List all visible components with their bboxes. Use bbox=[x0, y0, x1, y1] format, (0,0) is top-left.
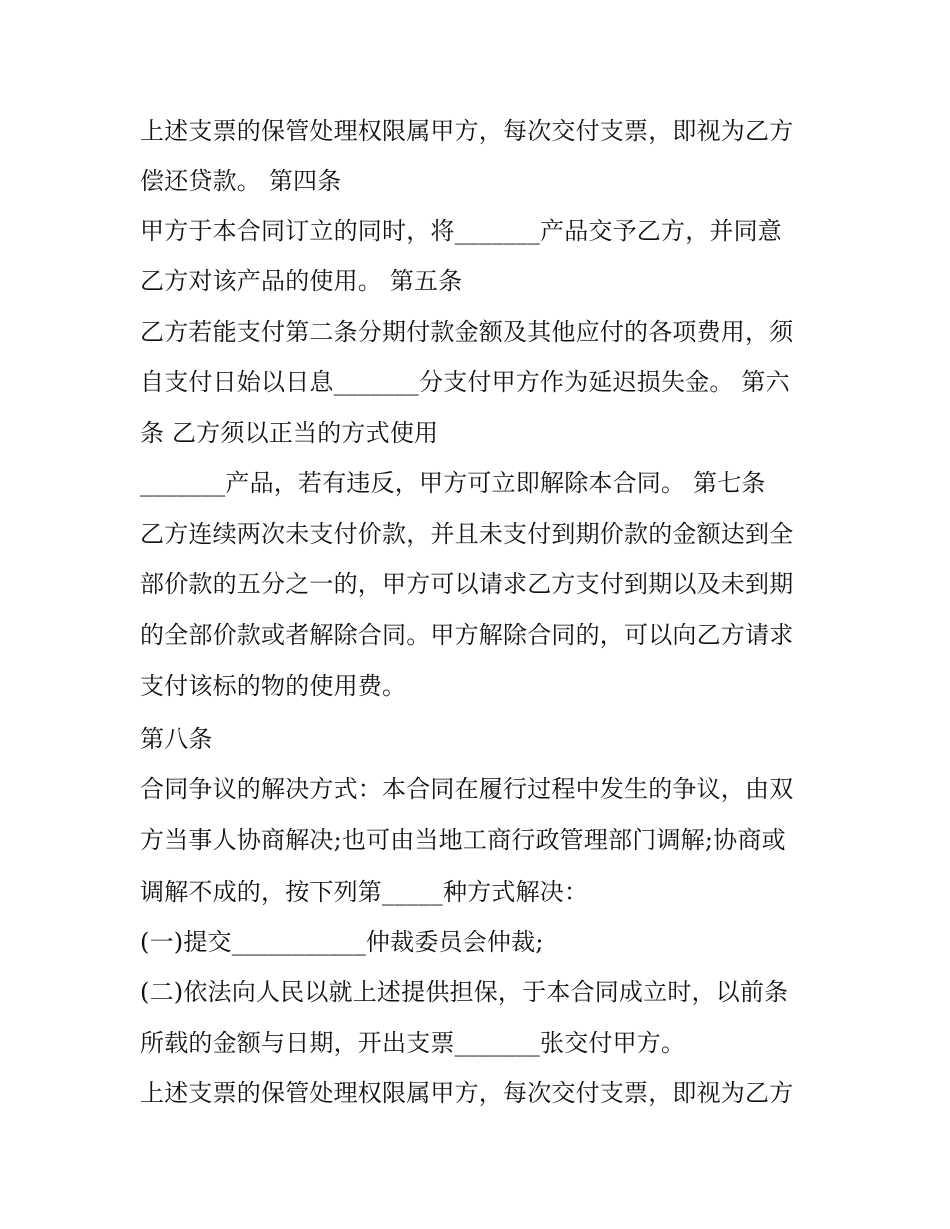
text-line: 上述支票的保管处理权限属甲方，每次交付支票，即视为乙方 bbox=[140, 117, 794, 145]
text-line: 偿还贷款。 第四条 bbox=[140, 167, 342, 195]
text-line: 合同争议的解决方式：本合同在履行过程中发生的争议，由双 bbox=[140, 775, 794, 803]
text-line: 所载的金额与日期，开出支票_______张交付甲方。 bbox=[140, 1029, 686, 1057]
text-line: 调解不成的，按下列第_____种方式解决： bbox=[140, 878, 589, 906]
text-line: _______产品，若有违反，甲方可立即解除本合同。 第七条 bbox=[140, 469, 766, 497]
text-line: 乙方若能支付第二条分期付款金额及其他应付的各项费用，须 bbox=[140, 318, 794, 346]
text-line: 甲方于本合同订立的同时，将_______产品交予乙方，并同意 bbox=[140, 217, 782, 245]
text-line: 自支付日始以日息_______分支付甲方作为延迟损失金。 第六 bbox=[140, 368, 790, 396]
text-line: 部价款的五分之一的，甲方可以请求乙方支付到期以及未到期 bbox=[140, 570, 794, 598]
text-line: 方当事人协商解决;也可由当地工商行政管理部门调解;协商或 bbox=[140, 826, 786, 854]
text-line: 支付该标的物的使用费。 bbox=[140, 672, 407, 700]
text-line: 乙方对该产品的使用。 第五条 bbox=[140, 267, 463, 295]
text-line: (一)提交___________仲裁委员会仲裁; bbox=[140, 928, 544, 956]
text-line: (二)依法向人民以就上述提供担保，于本合同成立时，以前条 bbox=[140, 978, 789, 1006]
section-heading: 第八条 bbox=[140, 725, 213, 753]
text-line: 条 乙方须以正当的方式使用 bbox=[140, 419, 439, 447]
text-line: 的全部价款或者解除合同。甲方解除合同的，可以向乙方请求 bbox=[140, 621, 794, 649]
text-line: 上述支票的保管处理权限属甲方，每次交付支票，即视为乙方 bbox=[140, 1079, 794, 1107]
text-line: 乙方连续两次未支付价款，并且未支付到期价款的金额达到全 bbox=[140, 520, 794, 548]
